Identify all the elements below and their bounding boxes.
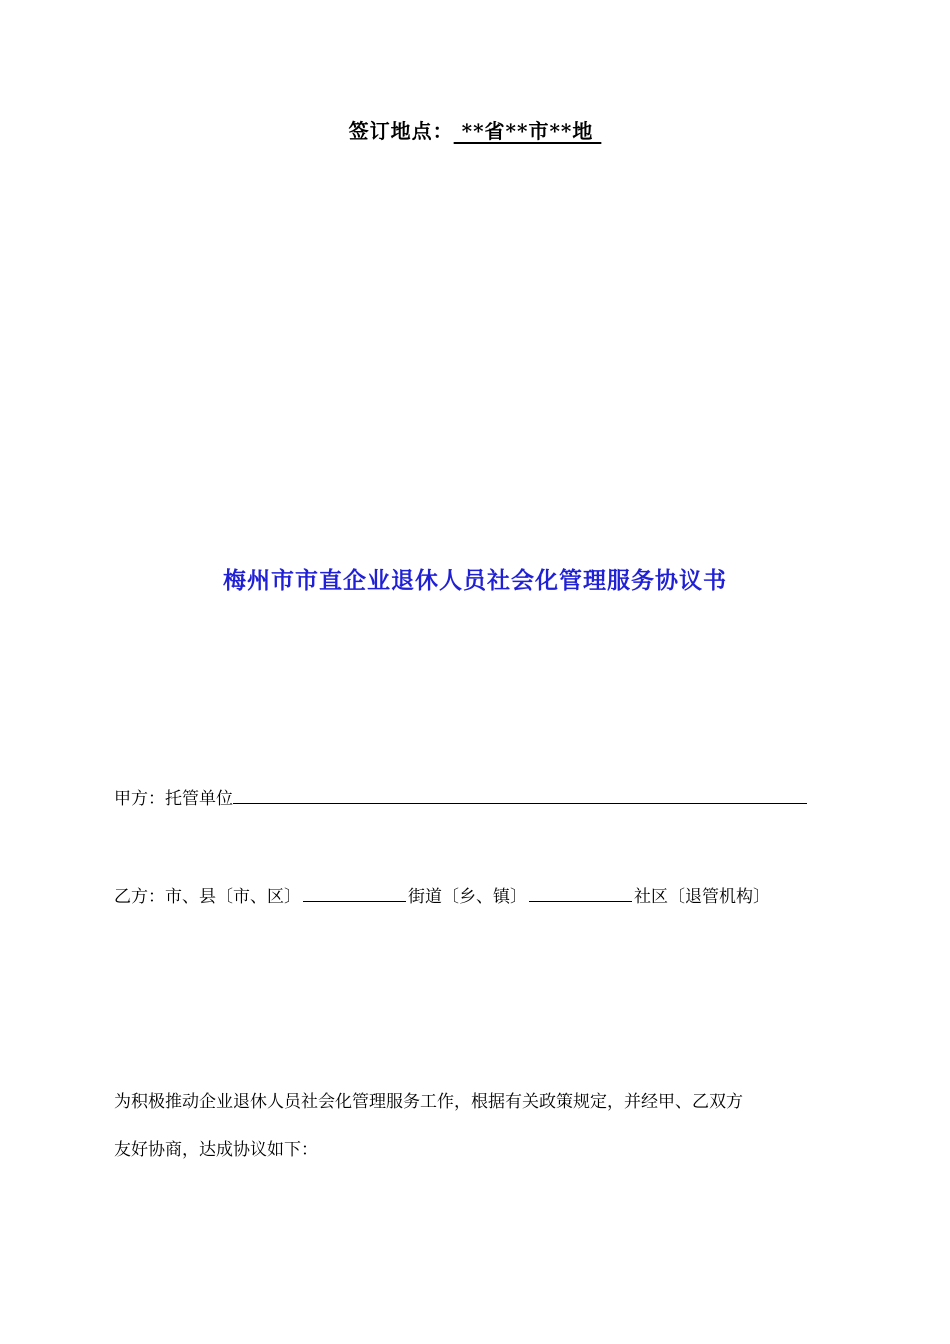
signing-place-label: 签订地点： — [348, 119, 454, 143]
street-blank — [529, 884, 632, 902]
party-a-label: 甲方：托管单位 — [114, 789, 233, 809]
preamble-line-1: 为积极推动企业退休人员社会化管理服务工作，根据有关政策规定，并经甲、乙双方 — [114, 1092, 743, 1112]
party-b-community-label: 社区〔退管机构〕 — [634, 887, 770, 907]
party-b-street-label: 街道〔乡、镇〕 — [408, 887, 527, 907]
party-b-line — [114, 882, 770, 907]
party-a-line — [114, 784, 807, 809]
signing-place-value: **省**市**地 — [453, 119, 602, 143]
preamble-line-2: 友好协商，达成协议如下： — [114, 1140, 318, 1160]
party-b-label: 乙方：市、县〔市、区〕 — [114, 887, 301, 907]
signing-place — [0, 115, 950, 144]
party-a-blank — [233, 786, 807, 804]
document-title: 梅州市市直企业退休人员社会化管理服务协议书 — [223, 567, 727, 594]
district-blank — [303, 884, 406, 902]
preamble-paragraph — [114, 1078, 838, 1174]
